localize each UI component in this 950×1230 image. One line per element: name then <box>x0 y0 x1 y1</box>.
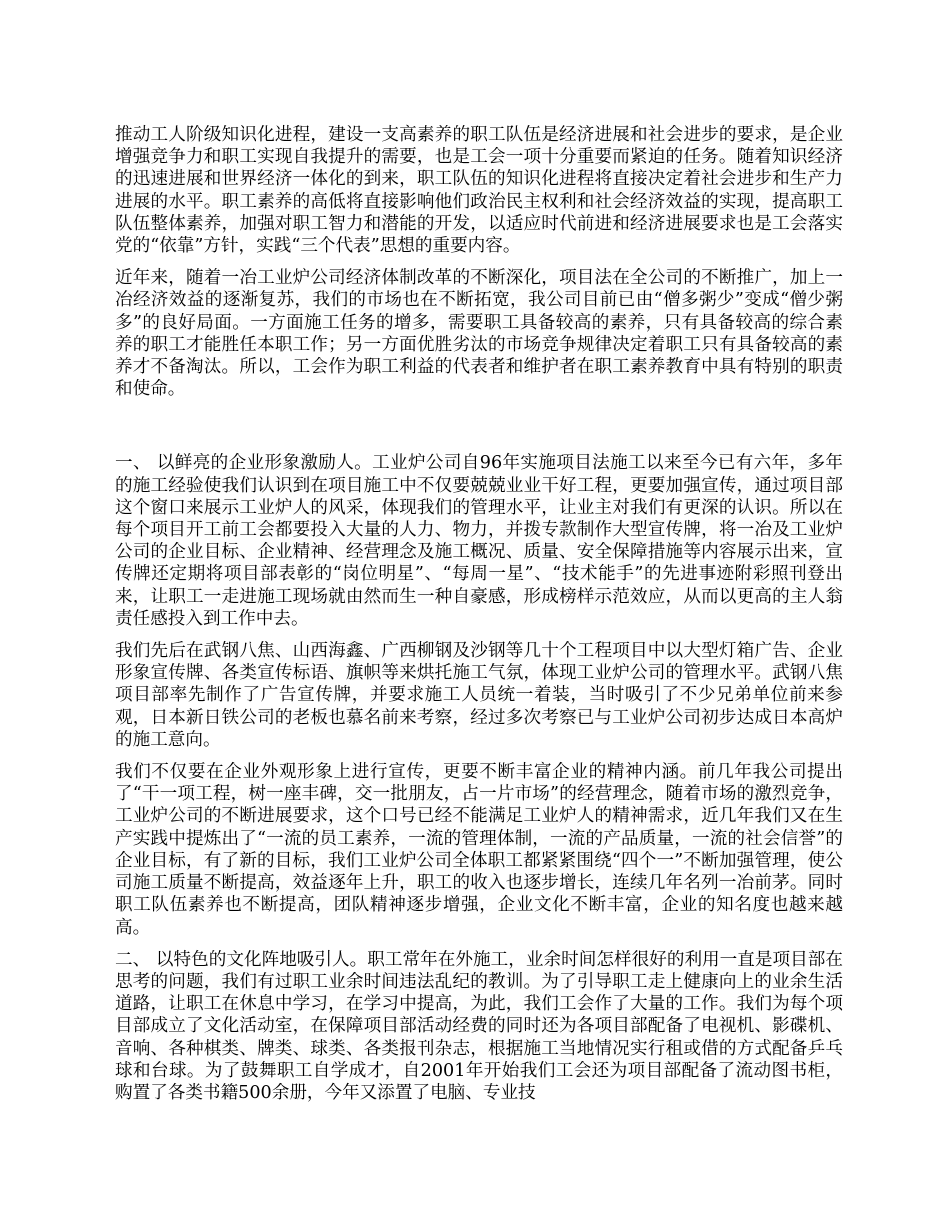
paragraph-section-one: 一、 以鲜亮的企业形象激励人。工业炉公司自96年实施项目法施工以来至今已有六年，多年的施工经验使我们认识到在项目施工中不仅要兢兢业业干好工程，更要加强宣传，通过项目部这个窗口来展示工业炉人的风采，体现我们的管理水平，让业主对我们有更深的认识。所以在每个项目开工前工会都要投入大量的人力、物力，并拨专款制作大型宣传牌，将一冶及工业炉公司的企业目标、企业精神、经营理念及施工概况、质量、安全保障措施等内容展示出来，宣传牌还定期将项目部表彰的“岗位明星”、“每周一星”、“技术能手”的先进事迹附彩照刊登出来，让职工一走进施工现场就由然而生一种自豪感，形成榜样示范效应，从而以更高的主人翁责任感投入到工作中去。 <box>115 453 843 629</box>
paragraph-section-two: 二、 以特色的文化阵地吸引人。职工常年在外施工，业余时间怎样很好的利用一直是项目部在思考的问题，我们有过职工业余时间违法乱纪的教训。为了引导职工走上健康向上的业余生活道路，让职工在休息中学习，在学习中提高，为此，我们工会作了大量的工作。我们为每个项目部成立了文化活动室，在保障项目部活动经费的同时还为各项目部配备了电视机、影碟机、音响、各种棋类、牌类、球类、各类报刊杂志，根据施工当地情况实行租或借的方式配备乒乓球和台球。为了鼓舞职工自学成才，自2001年开始我们工会还为项目部配备了流动图书柜，购置了各类书籍500余册，今年又添置了电脑、专业技 <box>115 949 843 1103</box>
paragraph-projects: 我们先后在武钢八焦、山西海鑫、广西柳钢及沙钢等几十个工程项目中以大型灯箱广告、企业形象宣传牌、各类宣传标语、旗帜等来烘托施工气氛，体现工业炉公司的管理水平。武钢八焦项目部率先制作了广告宣传牌，并要求施工人员统一着装，当时吸引了不少兄弟单位前来参观，日本新日铁公司的老板也慕名前来考察，经过多次考察已与工业炉公司初步达成日本高炉的施工意向。 <box>115 641 843 750</box>
paragraph-enterprise-spirit: 我们不仅要在企业外观形象上进行宣传，更要不断丰富企业的精神内涵。前几年我公司提出了“干一项工程，树一座丰碑，交一批朋友，占一片市场”的经营理念，随着市场的激烈竞争，工业炉公司的不断进展要求，这个口号已经不能满足工业炉人的精神需求，近几年我们又在生产实践中提炼出了“一流的员工素养，一流的管理体制，一流的产品质量，一流的社会信誉”的企业目标，有了新的目标，我们工业炉公司全体职工都紧紧围绕“四个一”不断加强管理，使公司施工质量不断提高，效益逐年上升，职工的收入也逐步增长，连续几年名列一冶前茅。同时职工队伍素养也不断提高，团队精神逐步增强，企业文化不断丰富，企业的知名度也越来越高。 <box>115 762 843 938</box>
document-page <box>115 124 843 1104</box>
paragraph-background: 近年来，随着一冶工业炉公司经济体制改革的不断深化，项目法在全公司的不断推广，加上一冶经济效益的逐渐复苏，我们的市场也在不断拓宽，我公司目前已由“僧多粥少”变成“僧少粥多”的良好局面。一方面施工任务的增多，需要职工具备较高的素养，只有具备较高的综合素养的职工才能胜任本职工作；另一方面优胜劣汰的市场竞争规律决定着职工只有具备较高的素养才不备淘汰。所以，工会作为职工利益的代表者和维护者在职工素养教育中具有特别的职责和使命。 <box>115 268 843 400</box>
paragraph-intro: 推动工人阶级知识化进程，建设一支高素养的职工队伍是经济进展和社会进步的要求，是企业增强竞争力和职工实现自我提升的需要，也是工会一项十分重要而紧迫的任务。随着知识经济的迅速进展和世界经济一体化的到来，职工队伍的知识化进程将直接决定着社会进步和生产力进展的水平。职工素养的高低将直接影响他们政治民主权利和社会经济效益的实现，提高职工队伍整体素养，加强对职工智力和潜能的开发，以适应时代前进和经济进展要求也是工会落实党的“依靠”方针，实践“三个代表”思想的重要内容。 <box>115 125 843 257</box>
